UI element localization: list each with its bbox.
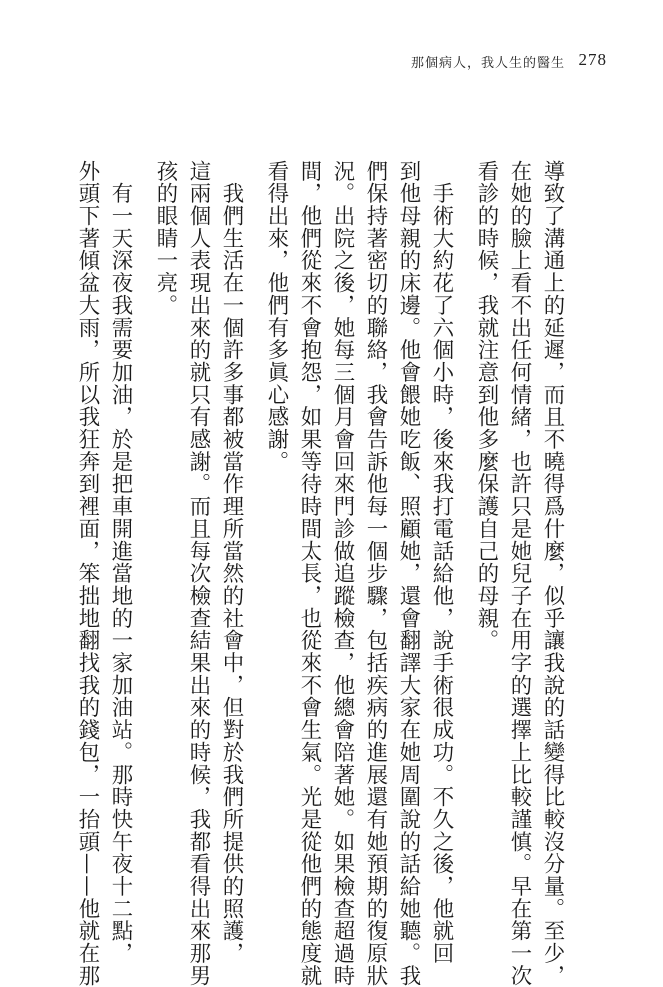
text-column: 手術大約花了六個小時，後來我打電話給他，說手術很成功。不久之後，他就回 <box>429 160 454 965</box>
text-column: 孩的眼睛一亮。 <box>153 160 178 317</box>
text-column: 況。出院之後，她每三個月會回來門診做追蹤檢查，他總會陪著她。如果檢查超過時 <box>330 160 355 987</box>
vertical-text-body <box>71 160 569 987</box>
paragraph-gap <box>137 160 149 820</box>
text-column: 看診的時候，我就注意到他多麼保護自己的母親。 <box>474 160 499 652</box>
page-number: 278 <box>578 50 607 69</box>
paragraph-gap <box>248 160 260 820</box>
text-column: 看得出來，他們有多眞心感謝。 <box>264 160 289 473</box>
text-column: 導致了溝通上的延遲，而且不曉得爲什麼，似乎讓我說的話變得比較沒分量。至少， <box>540 160 565 987</box>
text-column: 們保持著密切的聯絡，我會告訴他每一個步驟，包括疾病的進展還有她預期的復原狀 <box>363 160 388 987</box>
text-column: 有一天深夜我需要加油，於是把車開進當地的一家加油站。那時快午夜十二點， <box>108 160 133 965</box>
running-header: 那個病人，我人生的醫生 <box>410 56 565 71</box>
text-column: 到他母親的床邊。他會餵她吃飯、照顧她，還會翻譯大家在她周圍說的話給她聽。我 <box>396 160 421 987</box>
text-column: 間，他們從來不會抱怨，如果等待時間太長，也從來不會生氣。光是從他們的態度就 <box>297 160 322 987</box>
paragraph-gap <box>458 160 470 820</box>
text-column: 在她的臉上看不出任何情緒，也許只是她兒子在用字的選擇上比較謹慎。早在第一次 <box>507 160 532 987</box>
text-column: 外頭下著傾盆大雨，所以我狂奔到裡面，笨拙地翻找我的錢包，一抬頭——他就在那 <box>75 160 100 987</box>
text-column: 這兩個人表現出來的就只有感謝。而且每次檢查結果出來的時候，我都看得出來那男 <box>186 160 211 987</box>
text-column: 我們生活在一個許多事都被當作理所當然的社會中，但對於我們所提供的照護， <box>219 160 244 965</box>
